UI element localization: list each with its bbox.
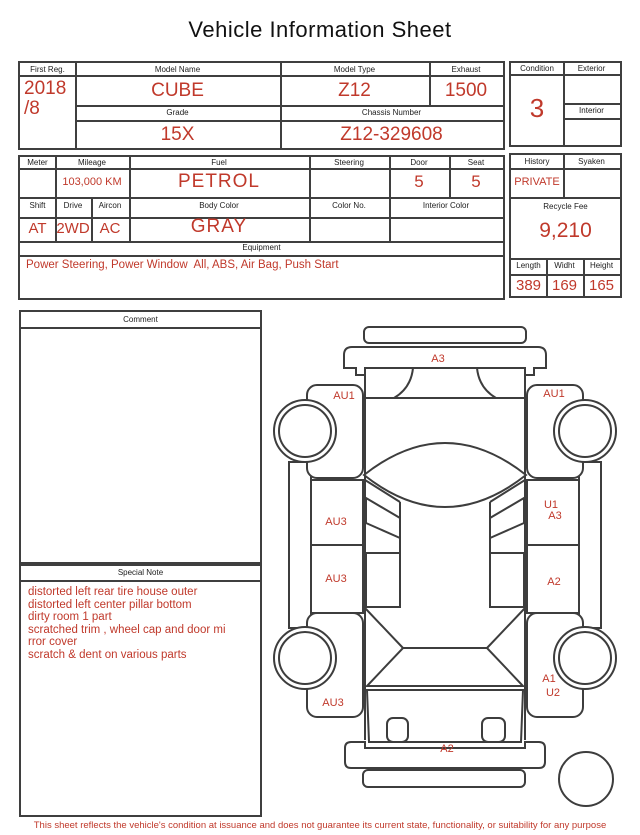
c-pillar-lines	[365, 608, 525, 648]
right-rear-window	[490, 553, 524, 607]
comment-label: Comment	[123, 315, 158, 324]
special-note-line: rror cover	[28, 636, 78, 649]
comment-box	[19, 310, 262, 564]
mark-front-bumper: A3	[431, 353, 445, 365]
model-type-value: Z12	[338, 80, 371, 101]
syaken-label: Syaken	[578, 157, 605, 166]
first-reg-month: /8	[24, 98, 40, 119]
model-name-label: Model Name	[154, 65, 201, 74]
left-front-wheel	[279, 405, 331, 457]
length-value: 389	[515, 277, 542, 294]
seat-label: Seat	[467, 158, 485, 167]
color-no-label: Color No.	[332, 201, 366, 210]
first-reg-value	[24, 79, 79, 119]
mark-right-rear-fender-1: A1	[542, 673, 556, 685]
history-box	[509, 153, 622, 298]
vehicle-id-table	[18, 61, 505, 150]
right-front-wheel	[559, 405, 611, 457]
special-note-line: distorted left center pillar bottom	[28, 598, 192, 611]
fuel-value: PETROL	[177, 171, 261, 192]
special-note-line: dirty room 1 part	[28, 611, 112, 624]
exterior-label: Exterior	[577, 64, 606, 73]
headlight-arcs	[394, 368, 496, 398]
recycle-fee-value: 9,210	[539, 219, 592, 242]
drive-value: 2WD	[56, 220, 90, 237]
left-rear-wheel	[279, 632, 331, 684]
first-reg-label: First Reg.	[30, 65, 65, 74]
steering-label: Steering	[334, 158, 364, 167]
special-note-line: scratched trim , wheel cap and door mi	[28, 623, 226, 636]
length-label: Length	[516, 261, 541, 270]
body-color-label: Body Color	[199, 201, 239, 210]
mileage-value: 103,000 KM	[62, 176, 122, 188]
recycle-fee-label: Recycle Fee	[543, 202, 588, 211]
right-rocker-panel	[579, 462, 601, 628]
special-note-box	[19, 564, 262, 817]
exhaust-value: 1500	[444, 80, 488, 101]
interior-label: Interior	[579, 106, 604, 115]
rear-hatch	[367, 648, 523, 686]
mark-right-front-fender: AU1	[543, 388, 565, 400]
spec-table	[18, 155, 505, 300]
spare-tire	[559, 752, 613, 806]
seat-value: 5	[471, 172, 481, 191]
height-label: Height	[589, 261, 614, 270]
model-type-label: Model Type	[333, 65, 376, 74]
mark-left-rear-fender: AU3	[322, 697, 344, 709]
condition-label: Condition	[520, 64, 554, 73]
condition-box	[509, 61, 622, 147]
car-damage-diagram	[270, 318, 626, 810]
mark-left-rear-door: AU3	[325, 573, 347, 585]
history-value: PRIVATE	[514, 176, 560, 188]
left-front-window	[366, 498, 400, 538]
body-color-value: GRAY	[190, 216, 248, 237]
page-title: Vehicle Information Sheet	[188, 17, 452, 42]
equipment-value: Power Steering, Power Window All, ABS, Air Bag, Push Start	[26, 259, 339, 271]
special-note-line: scratch & dent on various parts	[28, 648, 187, 661]
mark-right-front-door-1: U1	[543, 499, 559, 511]
first-reg-year: 2018	[24, 78, 67, 99]
mark-right-rear-fender-2: U2	[545, 687, 561, 699]
model-name-value: CUBE	[151, 80, 204, 101]
chassis-number-label: Chassis Number	[361, 108, 422, 117]
aircon-value: AC	[99, 220, 121, 237]
right-rear-wheel	[559, 632, 611, 684]
special-note-line: distorted left rear tire house outer	[28, 586, 198, 598]
interior-color-label: Interior Color	[422, 201, 470, 210]
shift-value: AT	[28, 220, 47, 237]
meter-label: Meter	[27, 158, 48, 167]
hood-cowl	[365, 375, 525, 398]
disclaimer-text: This sheet reflects the vehicle's condition at issuance and does not guarantee its current state, functionality, or suitability for any purpose	[33, 820, 607, 831]
aircon-label: Aircon	[98, 201, 122, 210]
chassis-number-value: Z12-329608	[340, 124, 443, 145]
exhaust-label: Exhaust	[451, 65, 481, 74]
mark-left-front-door: AU3	[325, 516, 347, 528]
fuel-label: Fuel	[211, 158, 227, 167]
door-value: 5	[414, 172, 424, 191]
equipment-label: Equipment	[242, 243, 281, 252]
mark-right-front-door-2: A3	[548, 510, 562, 522]
mark-right-rear-door: A2	[547, 576, 561, 588]
mileage-label: Mileage	[77, 158, 106, 167]
front-grille	[364, 327, 526, 343]
history-label: History	[524, 157, 550, 166]
grade-value: 15X	[160, 124, 195, 145]
door-label: Door	[410, 158, 428, 167]
special-note-label: Special Note	[117, 568, 164, 577]
rear-lip	[363, 770, 525, 787]
mark-rear-bumper: A2	[440, 743, 454, 755]
windshield-roof	[364, 443, 526, 507]
left-rear-window	[366, 553, 400, 607]
left-rocker-panel	[289, 462, 311, 628]
tailgate	[367, 690, 523, 742]
special-note-text	[28, 586, 258, 662]
left-front-door	[311, 480, 363, 545]
mark-left-front-fender: AU1	[333, 390, 355, 402]
shift-label: Shift	[29, 201, 46, 210]
width-value: 169	[551, 277, 578, 294]
height-value: 165	[588, 277, 615, 294]
drive-label: Drive	[63, 201, 83, 210]
grade-label: Grade	[166, 108, 189, 117]
front-bumper	[344, 347, 546, 375]
right-front-window	[490, 498, 524, 538]
condition-value: 3	[529, 93, 545, 123]
width-label: Widht	[554, 261, 575, 270]
